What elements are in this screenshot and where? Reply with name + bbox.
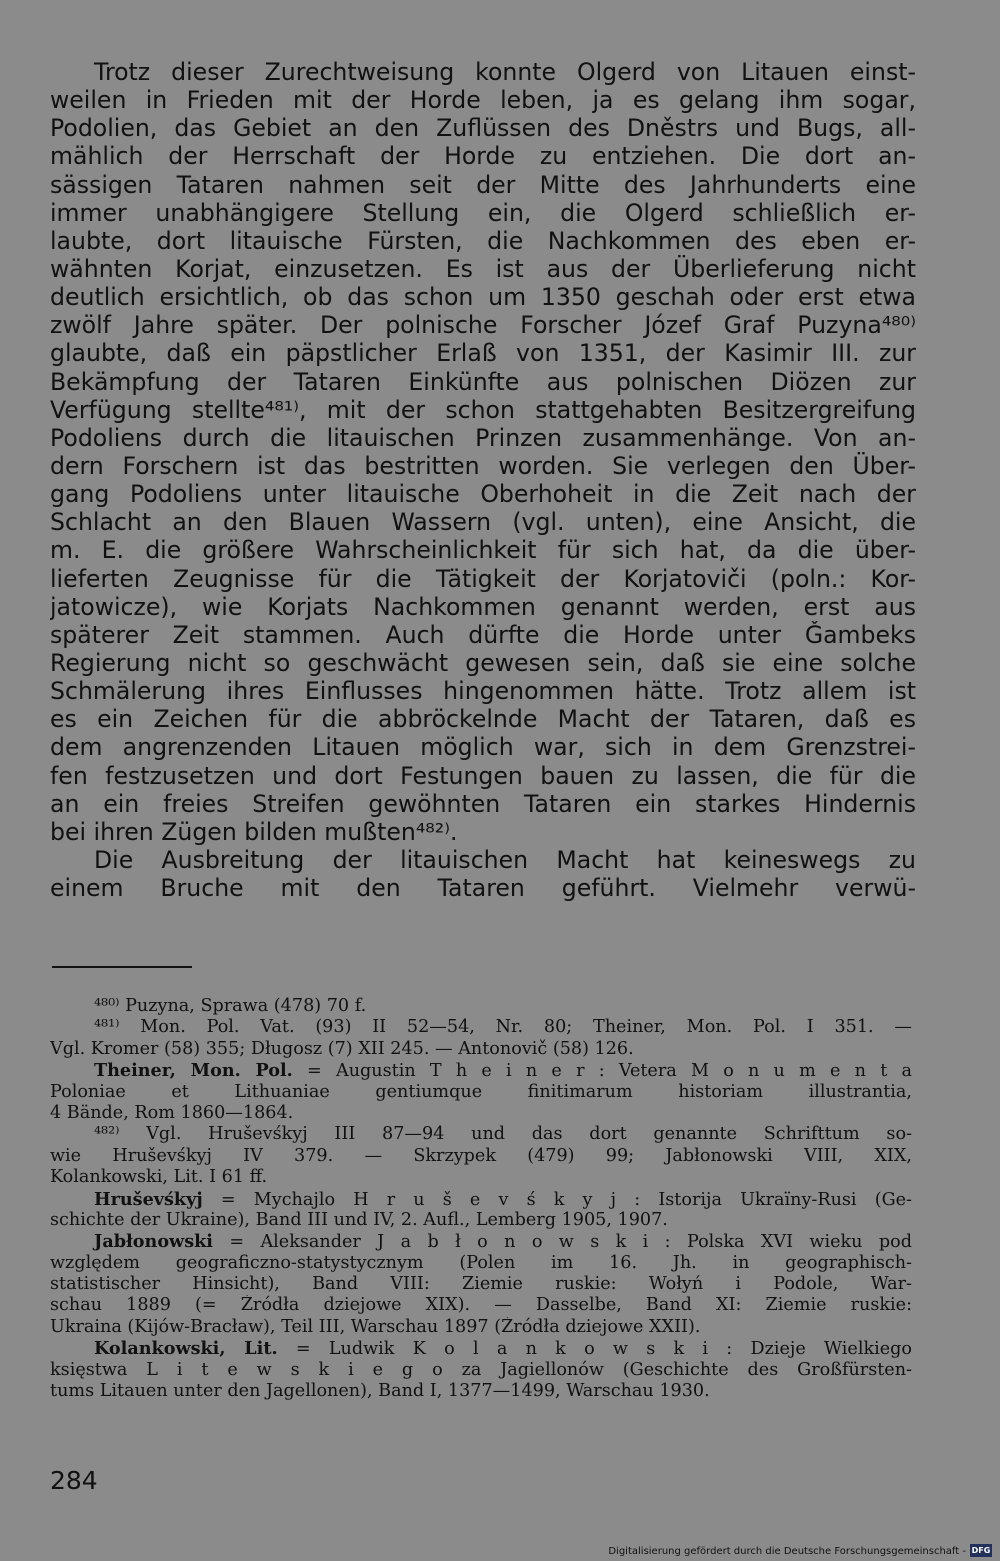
text-line: Die Ausbreitung der litauischen Macht hat keineswegs zu [94,845,916,874]
text-line: Podolien, das Gebiet an den Zuflüssen des Dněstrs und Bugs, all- [50,114,916,143]
text-line: laubte, dort litauische Fürsten, die Nachkommen des eben er- [50,226,916,255]
text-line: sässigen Tataren nahmen seit der Mitte des Jahrhunderts eine [50,170,916,199]
text-line: weilen in Frieden mit der Horde leben, ja es gelang ihm sogar, [50,86,916,115]
footnote-line: 4 Bände, Rom 1860—1864. [50,1102,294,1123]
footnotes [50,996,912,1402]
text-line: jatowicze), wie Korjats Nachkommen genannt werden, erst aus [50,592,916,621]
footnote-line: statistischer Hinsicht), Band VIII: Ziemie ruskie: Wołyń i Podole, War- [50,1274,912,1295]
text-line: zwölf Jahre später. Der polnische Forscher Józef Graf Puzyna⁴⁸⁰⁾ [50,311,916,340]
main-text [50,58,916,902]
digitization-credit: Digitalisierung gefördert durch die Deutsche Forschungsgemeinschaft - [608,1546,966,1557]
text-line: mählich der Herrschaft der Horde zu entziehen. Die dort an- [50,142,916,171]
footnote-line: Theiner, Mon. Pol. = Augustin T h e i n e r : Vetera M o n u m e n t a [94,1060,912,1082]
text-line: an ein freies Streifen gewöhnten Tataren ein starkes Hindernis [50,789,916,818]
text-line: Schlacht an den Blauen Wassern (vgl. unten), eine Ansicht, die [50,508,916,537]
text-line: Verfügung stellte⁴⁸¹⁾, mit der schon stattgehabten Besitzergreifung [50,395,916,424]
text-line: Trotz dieser Zurechtweisung konnte Olgerd von Litauen einst- [94,58,916,86]
footnote-line: Hruševśkyj = Mychajlo H r u š e v ś k y j : Istorija Ukraïny-Rusi (Ge- [94,1188,912,1210]
footnote-line: Kolankowski, Lit. = Ludwik K o l a n k o w s k i : Dzieje Wielkiego [94,1338,912,1360]
text-line: Bekämpfung der Tataren Einkünfte aus polnischen Diözen zur [50,367,916,396]
footnote-line: Poloniae et Lithuaniae gentiumque finitimarum historiam illustrantia, [50,1081,912,1102]
footnote-line: schau 1889 (= Źródła dziejowe XIX). — Dasselbe, Band XI: Ziemie ruskie: [50,1295,912,1316]
text-line: m. E. die größere Wahrscheinlichkeit für sich hat, da die über- [50,536,916,565]
footnote-line: wie Hruševśkyj IV 379. — Skrzypek (479) 99; Jabłonowski VIII, XIX, [50,1145,912,1166]
text-line: gang Podoliens unter litauische Oberhoheit in die Zeit nach der [50,480,916,509]
text-line: bei ihren Zügen bilden mußten⁴⁸²⁾. [50,817,458,846]
text-line: einem Bruche mit den Tataren geführt. Vielmehr verwü- [50,874,916,903]
text-line: Schmälerung ihres Einflusses hingenommen hätte. Trotz allem ist [50,677,916,706]
text-line: glaubte, daß ein päpstlicher Erlaß von 1351, der Kasimir III. zur [50,339,916,368]
footnote-line: Ukraina (Kijów-Bracław), Teil III, Warschau 1897 (Źródła dziejowe XXII). [50,1316,701,1337]
footnote-line: księstwa L i t e w s k i e g o za Jagiellonów (Geschichte des Großfürsten- [50,1359,912,1380]
footnote-line: ⁴⁸⁰⁾ Puzyna, Sprawa (478) 70 f. [94,996,367,1016]
footnote-line: ⁴⁸²⁾ Vgl. Hruševśkyj III 87—94 und das dort genannte Schrifttum so- [94,1124,912,1145]
text-line: lieferten Zeugnisse für die Tätigkeit der Korjatoviči (poln.: Kor- [50,564,916,593]
footnote-line: Jabłonowski = Aleksander J a b ł o n o w s k i : Polska XVI wieku pod [94,1231,912,1253]
footnote-line: Kolankowski, Lit. I 61 ff. [50,1167,268,1188]
text-line: dern Forschern ist das bestritten worden. Sie verlegen den Über- [50,451,916,480]
dfg-logo-icon: DFG [971,1546,991,1555]
footnote-separator [52,966,192,968]
footnote-line: Vgl. Kromer (58) 355; Długosz (7) XII 245. — Antonovič (58) 126. [50,1038,634,1059]
footnote-line: tums Litauen unter den Jagellonen), Band I, 1377—1499, Warschau 1930. [50,1381,710,1402]
text-line: immer unabhängigere Stellung ein, die Olgerd schließlich er- [50,198,916,227]
text-line: deutlich ersichtlich, ob das schon um 1350 geschah oder erst etwa [50,283,916,312]
text-line: späterer Zeit stammen. Auch dürfte die Horde unter Ǧambeks [50,620,916,649]
text-line: Regierung nicht so geschwächt gewesen sein, daß sie eine solche [50,648,916,677]
footnote-line: ⁴⁸¹⁾ Mon. Pol. Vat. (93) II 52—54, Nr. 80; Theiner, Mon. Pol. I 351. — [94,1017,912,1038]
text-line: dem angrenzenden Litauen möglich war, sich in dem Grenzstrei- [50,733,916,762]
text-line: fen festzusetzen und dort Festungen bauen zu lassen, die für die [50,761,916,790]
footnote-line: względem geograficzno-statystycznym (Polen im 16. Jh. in geographisch- [50,1252,912,1273]
page-number: 284 [50,1466,98,1495]
text-line: Podoliens durch die litauischen Prinzen zusammenhänge. Von an- [50,423,916,452]
text-line: wähnten Korjat, einzusetzen. Es ist aus der Überlieferung nicht [50,254,916,283]
footnote-line: schichte der Ukraine), Band III und IV, 2. Aufl., Lemberg 1905, 1907. [50,1209,668,1230]
text-line: es ein Zeichen für die abbröckelnde Macht der Tataren, daß es [50,705,916,734]
